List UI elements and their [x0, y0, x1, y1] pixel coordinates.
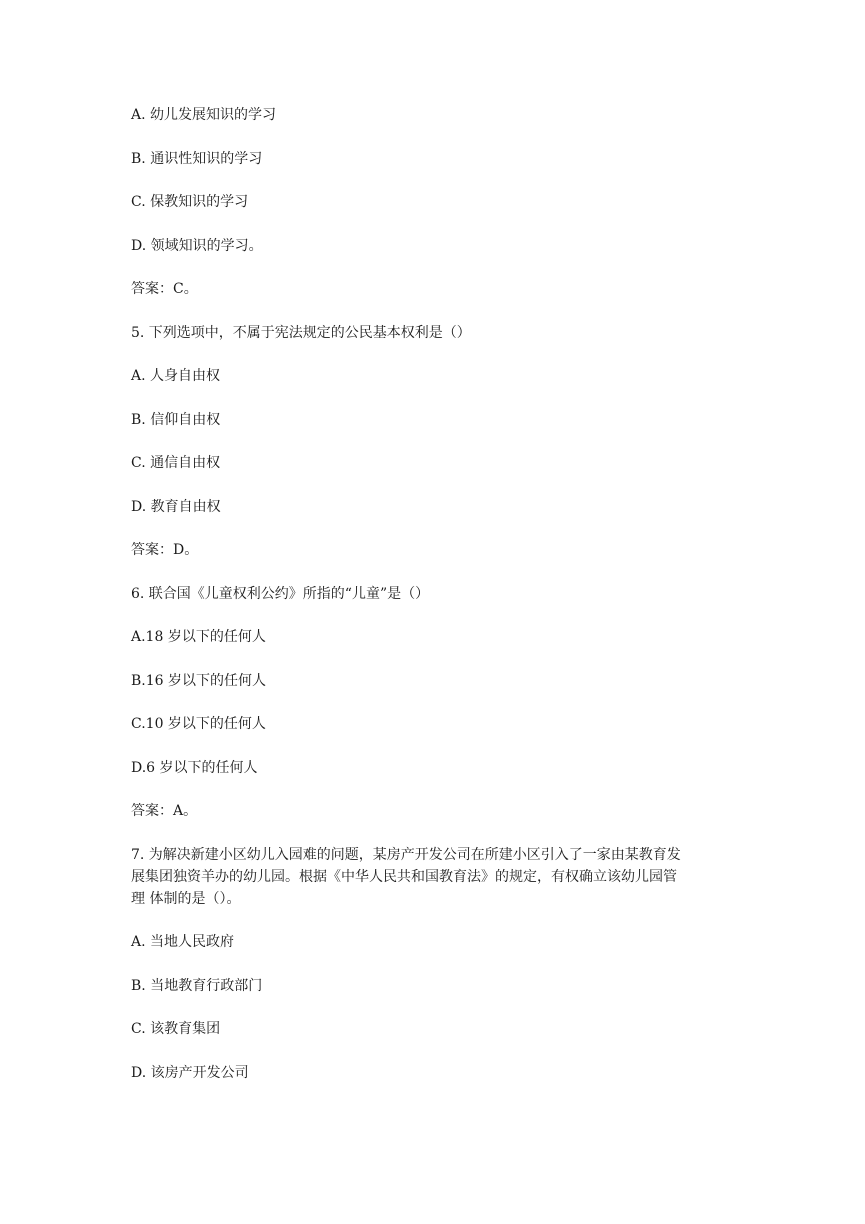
q7-question	[131, 844, 743, 910]
q7-question-line-1: 7. 为解决新建小区幼儿入园难的问题，某房产开发公司在所建小区引入了一家由某教育发	[131, 846, 681, 863]
q5-option-b: B. 信仰自由权	[131, 411, 221, 428]
q6-option-a: A.18 岁以下的任何人	[131, 629, 266, 645]
q4-option-d: D. 领域知识的学习。	[131, 237, 263, 254]
q4-option-a: A. 幼儿发展知识的学习	[131, 107, 277, 123]
q4-answer: 答案：C。	[131, 281, 198, 297]
q7-question-line-2: 展集团独资羊办的幼儿园。根据《中华人民共和国教育法》的规定，有权确立该幼儿园管	[131, 868, 677, 885]
q6-question: 6. 联合国《儿童权利公约》所指的“儿童”是（）	[131, 585, 430, 602]
q6-option-b: B.16 岁以下的任何人	[131, 672, 267, 689]
q6-answer: 答案：A。	[131, 803, 198, 819]
q5-answer: 答案：D。	[131, 542, 199, 558]
q7-option-a: A. 当地人民政府	[131, 934, 235, 950]
q7-question-line-3: 理 体制的是（）。	[131, 890, 241, 907]
q6-option-c: C.10 岁以下的任何人	[131, 716, 266, 732]
q5-option-c: C. 通信自由权	[131, 455, 221, 471]
q5-option-d: D. 教育自由权	[131, 498, 221, 515]
q7-option-c: C. 该教育集团	[131, 1021, 221, 1037]
q7-option-b: B. 当地教育行政部门	[131, 977, 263, 994]
q5-question: 5. 下列选项中，不属于宪法规定的公民基本权利是（）	[131, 324, 471, 341]
q4-option-c: C. 保教知识的学习	[131, 194, 249, 210]
document-page	[131, 104, 743, 1105]
q6-option-d: D.6 岁以下的任何人	[131, 759, 258, 776]
q7-option-d: D. 该房产开发公司	[131, 1064, 249, 1081]
q5-option-a: A. 人身自由权	[131, 368, 221, 384]
q4-option-b: B. 通识性知识的学习	[131, 150, 263, 167]
